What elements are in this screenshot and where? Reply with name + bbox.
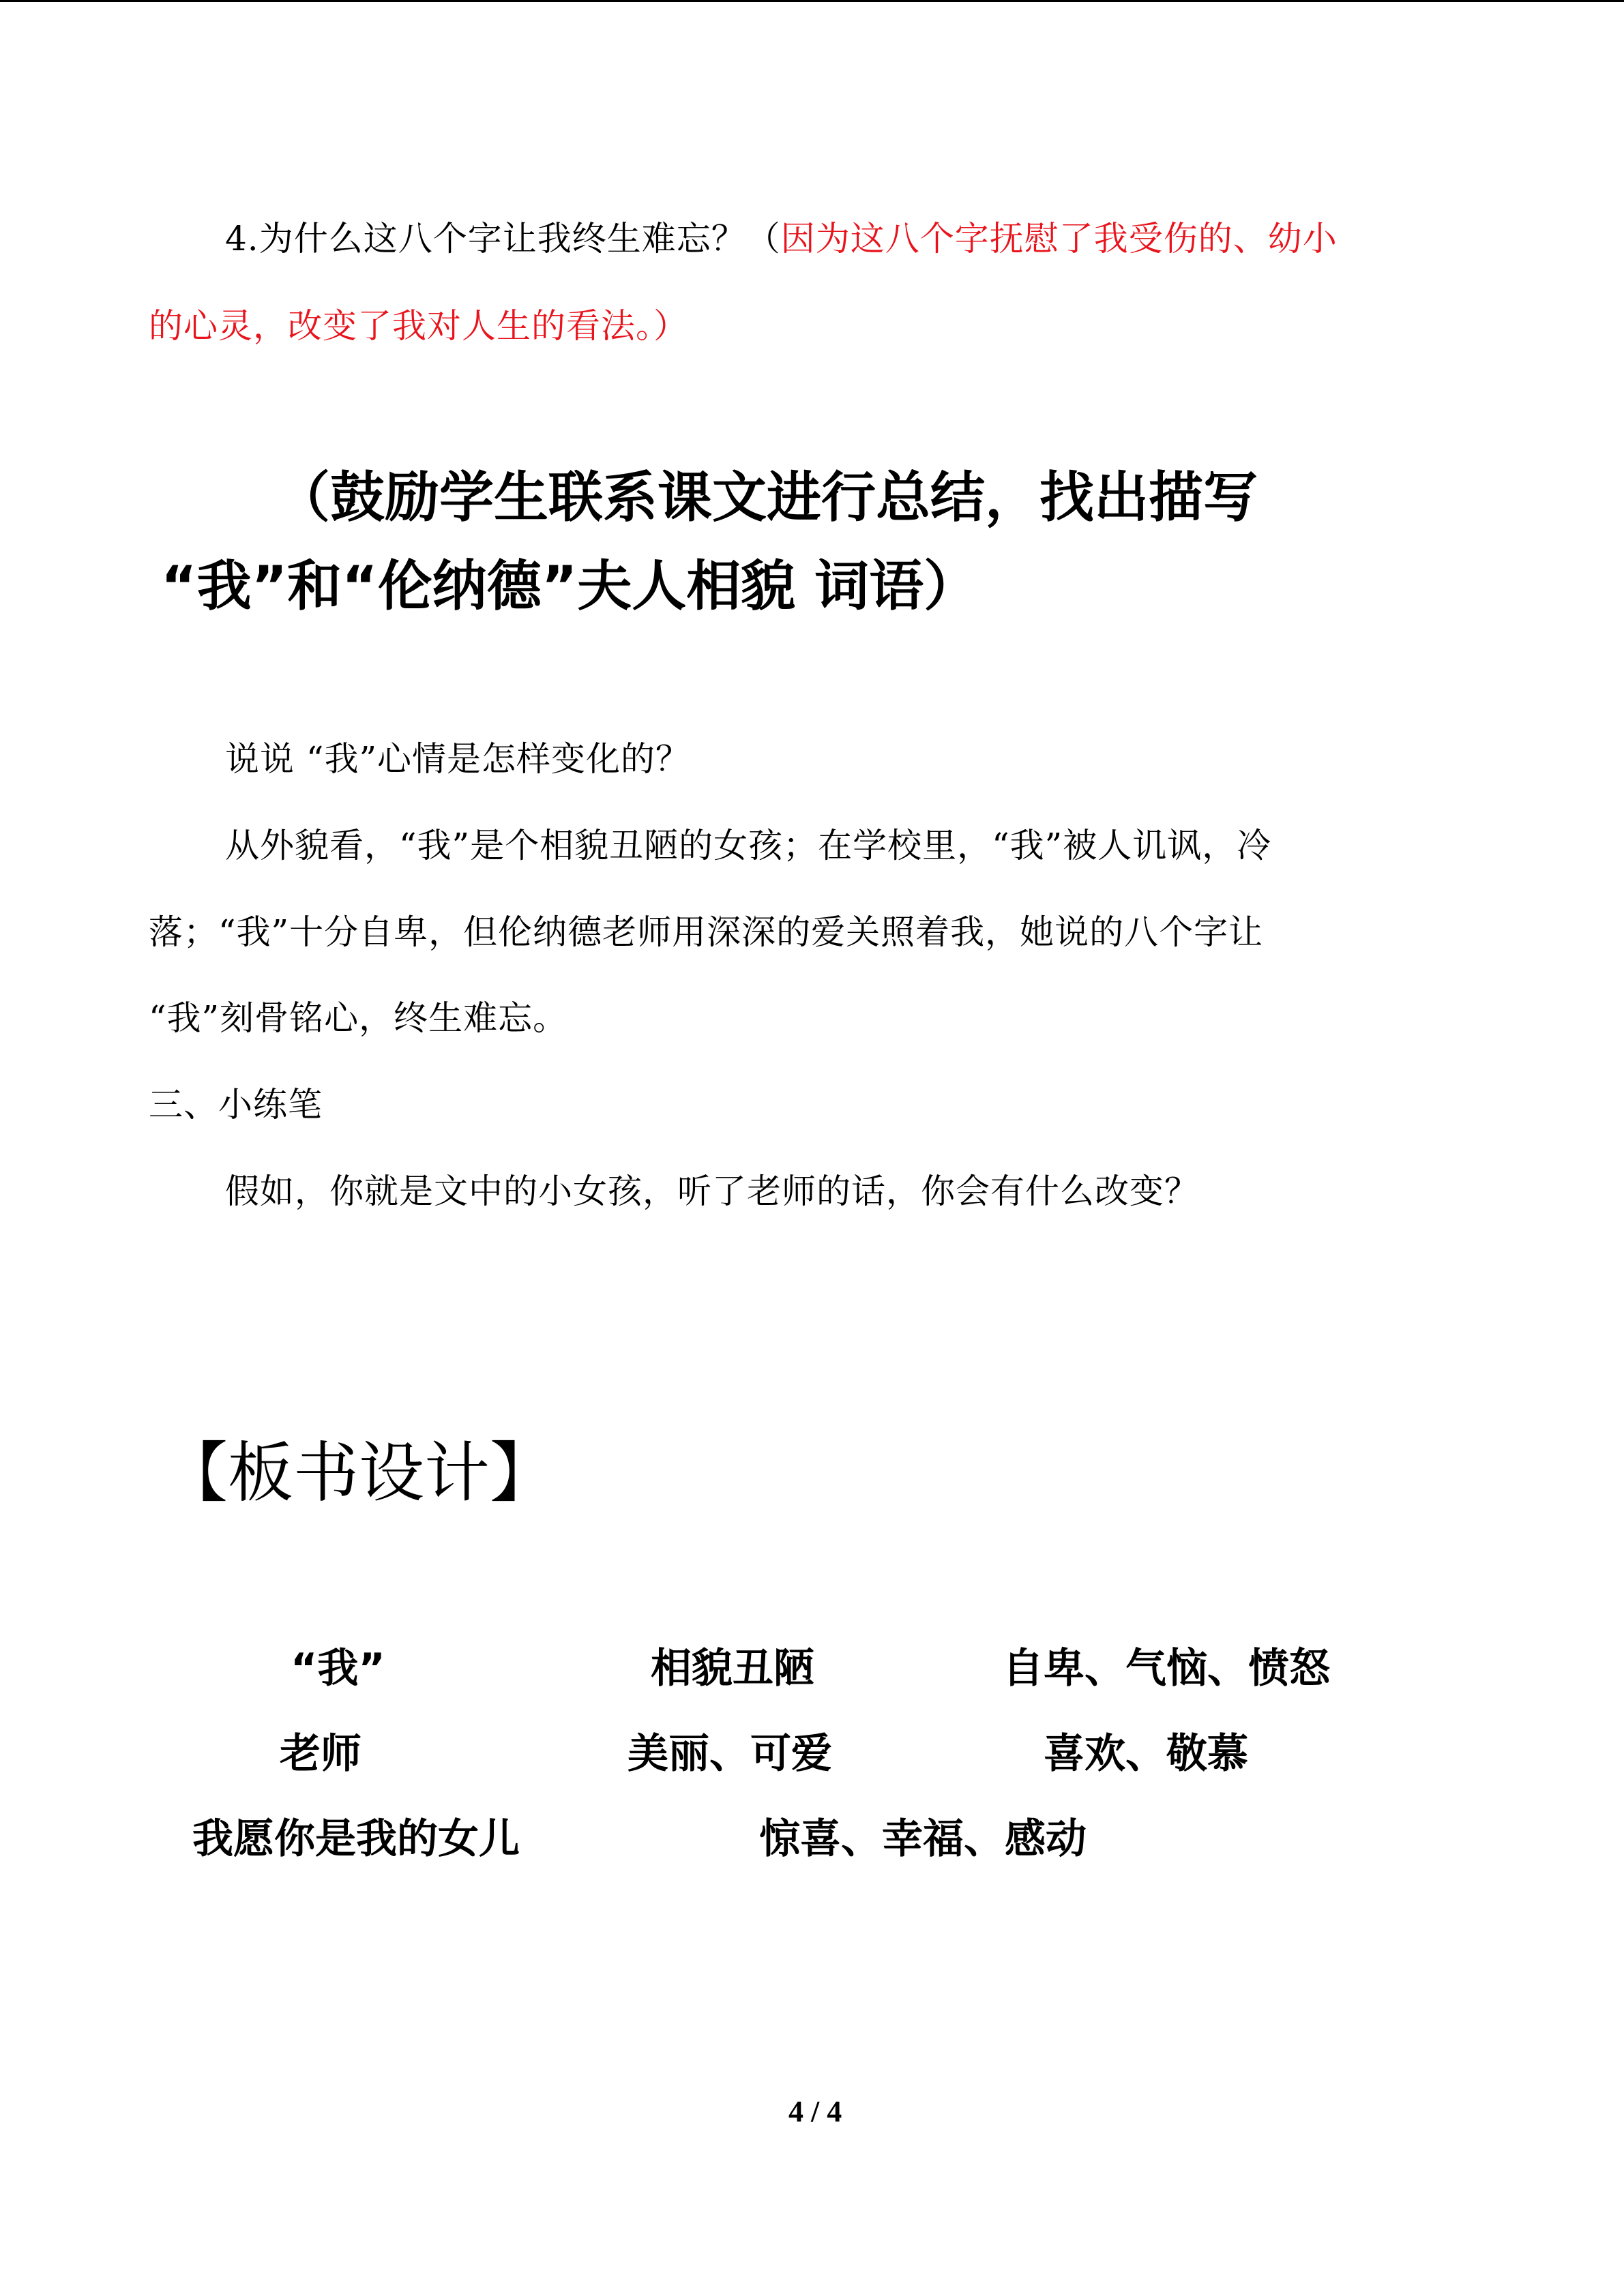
page-number: 4 / 4 xyxy=(788,2095,842,2128)
board-row3-words: 我愿你是我的女儿 xyxy=(192,1815,520,1863)
analysis-paragraph-line1: 从外貌看，“我”是个相貌丑陋的女孩；在学校里，“我”被人讥讽，冷 xyxy=(225,826,1272,865)
summary-heading-line1: （鼓励学生联系课文进行总结，找出描写 xyxy=(276,466,1258,529)
mood-change-prompt: 说说 “我”心情是怎样变化的？ xyxy=(225,739,691,779)
board-row3-feelings: 惊喜、幸福、感动 xyxy=(759,1815,1087,1863)
summary-heading-line2: “我”和“伦纳德”夫人相貌 词语） xyxy=(161,554,979,618)
question-4-answer-part1: 因为这八个字抚慰了我受伤的、幼小 xyxy=(780,219,1338,258)
board-row2-appearance: 美丽、可爱 xyxy=(628,1730,832,1778)
analysis-paragraph-line2: 落；“我”十分自卑，但伦纳德老师用深深的爱关照着我，她说的八个字让 xyxy=(149,912,1264,952)
board-row2-feelings: 喜欢、敬慕 xyxy=(1044,1730,1248,1778)
question-4-line1 xyxy=(225,218,1338,259)
board-row1-subject: “我” xyxy=(291,1645,385,1693)
top-border-line xyxy=(0,0,1624,2)
board-design-title: 【板书设计】 xyxy=(162,1435,555,1511)
section-3-title: 三、小练笔 xyxy=(149,1085,323,1124)
analysis-paragraph-line3: “我”刻骨铭心，终生难忘。 xyxy=(149,998,568,1038)
question-4-answer-part2: 的心灵，改变了我对人生的看法。） xyxy=(149,306,688,346)
writing-practice-question: 假如，你就是文中的小女孩，听了老师的话，你会有什么改变？ xyxy=(225,1172,1199,1211)
board-row1-appearance: 相貌丑陋 xyxy=(651,1645,814,1693)
board-row1-feelings: 自卑、气恼、愤怒 xyxy=(1003,1645,1330,1693)
board-row2-subject: 老师 xyxy=(280,1730,361,1778)
question-4-text: 4.为什么这八个字让我终生难忘？（ xyxy=(225,219,781,258)
